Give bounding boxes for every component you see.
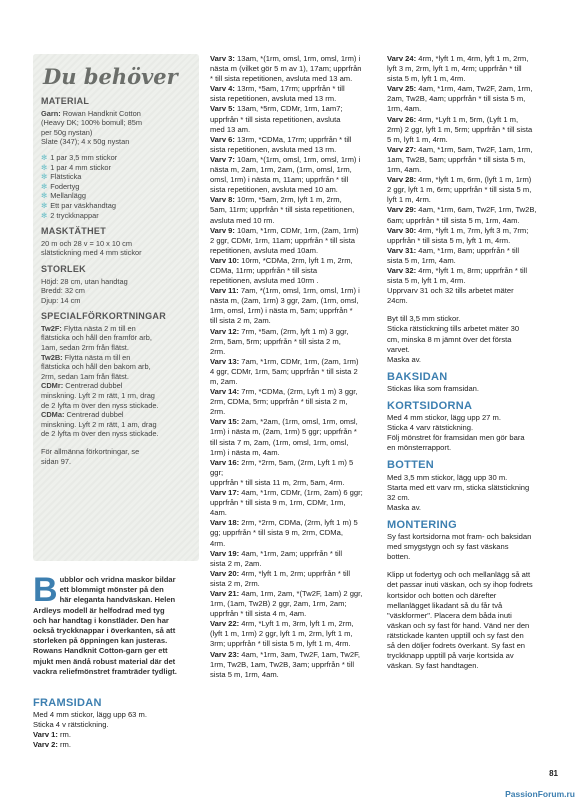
montering-line: med smygstygn och sy fast väskans <box>387 542 509 552</box>
pattern-row <box>210 518 376 548</box>
pattern-row <box>387 54 553 84</box>
pattern-row-line: Varv 4: 13rm, *5am, 17rm; upprfrån * till <box>210 84 345 94</box>
row-label: Varv 21: <box>210 588 240 598</box>
abbr-line: Tw2B: Flytta nästa m till en <box>41 352 131 362</box>
abbr-line: CDMr: Centrerad dubbel <box>41 381 123 391</box>
montering-line: kortsidor och botten och därefter <box>387 590 497 600</box>
abbr-line: flätsticka och håll den bakom arb, <box>41 362 151 372</box>
intro-paragraph <box>33 571 199 677</box>
gauge-line: slätstickning med 4 mm stickor <box>41 248 142 258</box>
pattern-row-line: Varv 11: 7am, *(1rm, omsl, 1rm, omsl, 1rm) i <box>210 286 360 296</box>
pattern-row-line: 1rm, (1am, Tw2B) 2 ggr, 2am, 1rm, 2am; <box>210 599 347 609</box>
pattern-row-line: till sista 7 m, 2am, (1rm, omsl, 1rm, omsl, <box>210 437 349 447</box>
pattern-row-line: sista 5 m, 1rm, 4am. <box>210 669 279 679</box>
pattern-row-line: sista repetitionen, avsluta med 13 rm. <box>210 144 337 154</box>
pattern-column-2 <box>210 54 376 680</box>
row-label: Varv 30: <box>387 225 417 235</box>
montering-line: det passar inuti väskan, och sy ihop fodrets <box>387 580 533 590</box>
pattern-row-line: upprfrån * till sista repetitionen, avsluta <box>210 114 341 124</box>
kortsidorna-line: Sticka 4 varv rätstickning. <box>387 423 474 433</box>
pattern-row-line: 2rm. <box>210 346 226 356</box>
row-label: Varv 3: <box>210 54 235 63</box>
pattern-row <box>210 357 376 387</box>
montering-lines-2 <box>387 570 553 671</box>
intro-line: och har handtag i konstläder. Den har <box>33 615 169 625</box>
pattern-row-line: 2rm, 5am, 5rm; upprfrån * till sista 2 m, <box>210 336 341 346</box>
size-heading: STORLEK <box>41 263 86 274</box>
abbr-line: minskning. Lyft 2 m rätt, 1 am, drag <box>41 419 157 429</box>
pattern-row-line: upprfrån * till sista 5 m, lyft 1 m, 4rm. <box>387 235 511 245</box>
pattern-row-line: Varv 3: 13am, *(1rm, omsl, 1rm, omsl, 1rm) i <box>210 54 361 63</box>
pattern-row-line: sista 5 m, lyft 1 m, 4rm. <box>387 74 466 84</box>
pattern-row <box>387 115 553 145</box>
row-label: Varv 19: <box>210 548 240 558</box>
size-line: Djup: 14 cm <box>41 295 81 305</box>
pattern-row <box>210 104 376 134</box>
pattern-row-line: Varv 15: 2am, *2am, (1rm, omsl, 1rm, omsl, <box>210 417 358 427</box>
abbr-term: Tw2F: <box>41 323 62 333</box>
pattern-row-line: sista 2 m, 2rm. <box>210 578 260 588</box>
montering-line: "väskformer". Placera dem båda inuti <box>387 610 512 620</box>
watermark: PassionForum.ru <box>505 789 575 799</box>
montering-lines-1 <box>387 532 553 562</box>
montering-line: så den döljer fodrets överkant. Sy fast en <box>387 640 526 650</box>
pattern-row-line: 1rm, 4am. <box>387 165 422 175</box>
pattern-row-line: 2am, Tw2B, 4am; upprfrån * till sista 5 m, <box>387 94 526 104</box>
pattern-row-line: 1rm) i nästa m, 4am. <box>210 447 280 457</box>
pattern-row-line: 1am, Tw2B, 5am; upprfrån * till sista 5 m, <box>387 154 526 164</box>
botten-heading: BOTTEN <box>387 459 435 472</box>
pattern-row-line: 2rm, CDMa, 5rm; upprfrån * till sista 2 m, <box>210 397 348 407</box>
pattern-row <box>210 488 376 518</box>
row-label: Varv 31: <box>387 245 417 255</box>
pattern-row <box>210 84 376 104</box>
pattern-row-line: upprfrån * till sista 11 m, 2rm, 5am, 4rm. <box>210 477 345 487</box>
pattern-row-line: Varv 17: 4am, *1rm, CDMr, (1rm, 2am) 6 ggr; <box>210 488 363 498</box>
gauge-line: 20 m och 28 v = 10 x 10 cm <box>41 238 132 248</box>
abbr-line: 2rm, sedan 1am från flätst. <box>41 371 129 381</box>
page-number: 81 <box>549 769 558 778</box>
pattern-row-line: Varv 26: 4rm, *Lyft 1 m, 5rm, (Lyft 1 m, <box>387 114 519 124</box>
bullet-icon: ✻ <box>41 181 48 191</box>
montering-line: botten. <box>387 552 411 562</box>
row-label: Varv 9: <box>210 225 235 235</box>
pattern-row <box>210 256 376 286</box>
pattern-row-line: 1rm, Tw2B, 1am, Tw2B, 3am; upprfrån * till <box>210 659 355 669</box>
pattern-row-line: * till sista repetitionen, avsluta med 13 am. <box>210 74 353 84</box>
pattern-row <box>210 417 376 457</box>
row-label: Varv 7: <box>210 154 235 164</box>
botten-line: Maska av. <box>387 502 422 512</box>
finishing-line: Sticka rätstickning tills arbetet mäter 30 <box>387 324 520 334</box>
intro-line: Ardleys modell är helfodrad med tyg <box>33 605 165 615</box>
material-item: ✻ 2 tryckknappar <box>41 210 99 220</box>
pattern-row-line: 5am, 11rm; upprfrån * till sista repetitionen, <box>210 205 355 215</box>
abbreviations-list <box>41 324 193 439</box>
pattern-row-line: Varv 5: 13am, *5rm, CDMr, 1rm, 1am7; <box>210 104 343 114</box>
intro-line: Rowans Handknit Cotton-garn ger ett <box>33 646 168 656</box>
pattern-row <box>387 246 553 266</box>
material-item: ✻ Mellanlägg <box>41 191 86 201</box>
intro-line: ubblor och vridna maskor bildar <box>59 575 176 584</box>
row-label: Varv 17: <box>210 488 240 498</box>
material-item: ✻ 1 par 3,5 mm stickor <box>41 152 118 162</box>
framsidan-line: Med 4 mm stickor, lägg upp 63 m. <box>33 710 147 720</box>
size-lines <box>41 277 193 306</box>
note-line: För allmänna förkortningar, se <box>41 447 140 456</box>
pattern-row <box>210 54 376 84</box>
kortsidorna-line: en mönsterrapport. <box>387 443 452 453</box>
material-line: Slate (347); 4 x 50g nystan <box>41 137 130 147</box>
pattern-row-line: 2rm. <box>210 407 226 417</box>
pattern-row-line: gg; upprfrån * till sista 9 m, 2rm, CDMa, <box>210 528 343 538</box>
pattern-row-line: lyft 3 m, 2rm, lyft 1 m, 4rm; upprfrån * till <box>387 64 522 74</box>
pattern-row-line: 1rm, omsl, 1rm) i nästa m, 5am; upprfrån * <box>210 306 353 316</box>
pattern-row-line: 2 ggr, lyft 1 m, 6rm; upprfrån * till sista 5 m, <box>387 185 532 195</box>
pattern-row-line: lyft 1 m, 4rm. <box>387 195 431 205</box>
pattern-row <box>210 155 376 195</box>
bullet-icon: ✻ <box>41 200 48 210</box>
baksidan-lines <box>387 384 553 394</box>
pattern-row-line: 6am; upprfrån * till sista 5 m, 1rm, 4am. <box>387 215 520 225</box>
pattern-row <box>210 569 376 589</box>
pattern-row-line: Varv 8: 10rm, *5am, 2rm, lyft 1 m, 2rm, <box>210 195 342 205</box>
montering-line: tryckknapp upptill på varje kortsida av <box>387 651 514 661</box>
pattern-row <box>210 650 376 680</box>
kortsidorna-line: Med 4 mm stickor, lägg upp 27 m. <box>387 413 501 423</box>
intro-line: också tryckknappar i överkanten, så att <box>33 626 176 636</box>
pattern-row-line: avsluta med 10 rm. <box>210 215 275 225</box>
kortsidorna-line: Följ mönstret för framsidan men gör bara <box>387 433 525 443</box>
pattern-row-line: repetitionen, avsluta med 10am. <box>210 245 319 255</box>
baksidan-heading: BAKSIDAN <box>387 370 448 383</box>
montering-line: mellanlägget likadant så du får två <box>387 600 503 610</box>
pattern-row <box>210 589 376 619</box>
pattern-row-line: Varv 28: 4rm, *lyft 1 m, 6rm, (lyft 1 m, 1rm) <box>387 175 532 185</box>
pattern-row-line: Varv 13: 7am, *1rm, CDMr, 1rm, (2am, 1rm) <box>210 356 359 366</box>
row-label: Varv 32: <box>387 265 417 275</box>
pattern-row <box>210 458 376 488</box>
pattern-row <box>210 195 376 225</box>
bullet-icon: ✻ <box>41 172 48 182</box>
finishing-line: cm, minska 8 m jämnt över det första <box>387 334 512 344</box>
materials-panel <box>33 54 199 561</box>
pattern-row <box>210 327 376 357</box>
pattern-row-line: Varv 32: 4rm, *lyft 1 m, 8rm; upprfrån * till <box>387 265 528 275</box>
abbr-line: de 2 lyfta m över den nyss stickade. <box>41 400 159 410</box>
botten-line: Starta med ett varv rm, sticka slätstickning <box>387 482 530 492</box>
row-label: Varv 12: <box>210 326 240 336</box>
panel-title: Du behöver <box>43 64 178 89</box>
pattern-row-line: till sista 2 m, 2am. <box>210 316 271 326</box>
material-line: Garn: Rowan Handknit Cotton <box>41 108 141 118</box>
pattern-row-line: 5 m, lyft 1 m, 4rm. <box>387 134 448 144</box>
framsidan-heading: FRAMSIDAN <box>33 697 102 709</box>
framsidan-section <box>33 698 199 750</box>
botten-line: 32 cm. <box>387 492 410 502</box>
material-line: per 50g nystan) <box>41 127 93 137</box>
montering-line: Klipp ut fodertyg och och mellanlägg så att <box>387 570 531 580</box>
row-label: Varv 27: <box>387 144 417 154</box>
pattern-row <box>387 175 553 205</box>
intro-line: ett blommigt mönster på den <box>59 585 164 595</box>
row-label: Varv 18: <box>210 518 240 528</box>
pattern-row-line: Varv 7: 10am, *(1rm, omsl, 1rm, omsl, 1rm) i <box>210 154 361 164</box>
pattern-row-line: sista 5 m, lyft 1 m, 4rm. <box>387 276 466 286</box>
row-label: Varv 8: <box>210 195 235 205</box>
pattern-row-line: 4rm. <box>210 538 226 548</box>
pattern-row-line: Varv 19: 4am, *1rm, 2am; upprfrån * till <box>210 548 343 558</box>
row-label: Varv 16: <box>210 457 240 467</box>
pattern-row-line: Varv 30: 4rm, *lyft 1 m, 7rm, lyft 3 m, 7rm; <box>387 225 529 235</box>
botten-lines <box>387 473 553 513</box>
material-item: ✻ Flätsticka <box>41 172 82 182</box>
pattern-row-line: Varv 23: 4am, *1rm, 3am, Tw2F, 1am, Tw2F, <box>210 649 360 659</box>
row-2 <box>33 740 199 750</box>
pattern-row <box>210 619 376 649</box>
row-label: Varv 23: <box>210 649 240 659</box>
pattern-row-line: Varv 25: 4am, *1rm, 4am, Tw2F, 2am, 1rm, <box>387 84 533 94</box>
pattern-row-line: 4am. <box>210 508 227 518</box>
row-label: Varv 28: <box>387 175 417 185</box>
row-text: rm. <box>57 740 71 750</box>
abbr-line: minskning. Lyft 2 m rätt, 1 rm, drag <box>41 391 155 401</box>
pattern-row <box>210 135 376 155</box>
pattern-row-line: repetitionen, avsluta med 10rm . <box>210 276 319 286</box>
row-label: Varv 29: <box>387 205 417 215</box>
pattern-row-line: 1rm) i nästa m, (2am, 1rm) 5 ggr; upprfrån * <box>210 427 357 437</box>
montering-line: rätstickade kanten upptill och sy fast den <box>387 630 524 640</box>
row-label: Varv 10: <box>210 255 240 265</box>
framsidan-lines <box>33 710 199 730</box>
baksidan-line: Stickas lika som framsidan. <box>387 383 479 393</box>
pattern-row-line: Varv 18: 2rm, *2rm, CDMa, (2rm, lyft 1 m) 5 <box>210 518 358 528</box>
intro-line: här eleganta handväskan. Helen <box>59 595 176 605</box>
intro-line: vackra reliefmönstret framträder tydligt. <box>33 666 177 676</box>
pattern-row-line: Varv 20: 4rm, *lyft 1 m, 2rm; upprfrån * till <box>210 568 351 578</box>
pattern-row-line: Varv 6: 13rm, *CDMa, 17rm; upprfrån * till <box>210 134 352 144</box>
pattern-row-line: Varv 12: 7rm, *5am, (2rm, lyft 1 m) 3 ggr, <box>210 326 349 336</box>
row-label: Varv 24: <box>387 54 417 63</box>
pattern-row-line: nästa m, 2am, 1rm, 2am, (1rm, omsl, 1rm, <box>210 165 352 175</box>
pattern-row-line: nästa m, (2am, 1rm) 3 ggr, 2am, (1rm, omsl, <box>210 296 359 306</box>
pattern-row-line: Varv 31: 4am, *1rm, 8am; upprfrån * till <box>387 245 520 255</box>
materials-list <box>41 153 193 220</box>
pattern-row <box>387 84 553 114</box>
pattern-row-line: med 13 am. <box>210 124 251 134</box>
pattern-row-line: upprfrån * till sista 4 m, 4am. <box>210 609 307 619</box>
row-label: Varv 13: <box>210 356 240 366</box>
pattern-row-line: 2 ggr, CDMr, 1rm, 11am; upprfrån * till sista <box>210 235 356 245</box>
pattern-row-line: nästa m (vilket gör 5 m av 1), 17am; upprfrån <box>210 64 362 74</box>
kortsidorna-lines <box>387 413 553 453</box>
material-lines <box>41 109 193 147</box>
pattern-row-line: sista repetitionen, avsluta med 10 am. <box>210 185 338 195</box>
row-label: Varv 2: <box>33 740 58 750</box>
row-label: Varv 15: <box>210 417 240 427</box>
pattern-row <box>210 286 376 326</box>
row-label: Varv 14: <box>210 387 240 397</box>
pattern-row-line: ggr; <box>210 467 224 477</box>
abbr-line: de 2 lyfta m över den nyss stickade. <box>41 429 159 439</box>
size-line: Höjd: 28 cm, utan handtag <box>41 276 128 286</box>
pattern-row-line: Varv 22: 4rm, *Lyft 1 m, 3rm, lyft 1 m, 2rm, <box>210 619 354 629</box>
bullet-icon: ✻ <box>41 210 48 220</box>
row-label: Varv 11: <box>210 286 239 296</box>
pattern-row-line: omsl, 1rm) i nästa m, 11am; upprfrån * till <box>210 175 349 185</box>
pattern-row-line: Varv 29: 4am, *1rm, 6am, Tw2F, 1rm, Tw2B, <box>387 205 537 215</box>
gauge-heading: MASKTÄTHET <box>41 226 106 237</box>
pattern-row-line: Varv 27: 4am, *1rm, 5am, Tw2F, 1am, 1rm, <box>387 144 533 154</box>
bullet-icon: ✻ <box>41 152 48 162</box>
pattern-row-line: m, 2am. <box>210 377 238 386</box>
row-label: Varv 1: <box>33 730 58 740</box>
pattern-row <box>210 226 376 256</box>
material-line: (Heavy DK; 100% bomull; 85m <box>41 118 143 128</box>
bullet-icon: ✻ <box>41 162 48 172</box>
pattern-row-line: Varv 16: 2rm, *2rm, 5am, (2rm, Lyft 1 m) 5 <box>210 457 354 467</box>
bullet-icon: ✻ <box>41 191 48 201</box>
row-label: Varv 20: <box>210 568 240 578</box>
finishing-line: Maska av. <box>387 354 422 364</box>
row-label: Varv 5: <box>210 104 235 114</box>
abbr-term: CDMa: <box>41 410 65 420</box>
pattern-row-line: 2rm) 2 ggr, lyft 1 m, 5rm; upprfrån * till sista <box>387 124 533 134</box>
row-1 <box>33 730 199 740</box>
botten-line: Med 3,5 mm stickor, lägg upp 30 m. <box>387 472 508 482</box>
pattern-row <box>387 226 553 246</box>
materials-panel-content <box>41 64 193 466</box>
material-heading: MATERIAL <box>41 96 90 106</box>
pattern-row-line: sista repetitionen, avsluta med 13 rm. <box>210 94 337 104</box>
intro-line: storleken på öppningen kan justeras. <box>33 636 168 646</box>
pattern-row <box>387 266 553 306</box>
intro-line: mjukt men ändå robust material där det <box>33 656 176 666</box>
montering-line: Sy fast kortsidorna mot fram- och baksidan <box>387 532 532 542</box>
pattern-row-line: CDMa, 11rm; upprfrån * till sista <box>210 265 318 275</box>
pattern-row-line: Varv 14: 7rm, *CDMa, (2rm, Lyft 1 m) 3 ggr, <box>210 387 358 397</box>
abbr-note <box>41 447 193 466</box>
pattern-row <box>387 145 553 175</box>
pattern-row-line: upprfrån * till sista 9 m, 1rm, CDMr, 1rm, <box>210 498 346 508</box>
pattern-row-line: Varv 10: 10rm, *CDMa, 2rm, lyft 1 m, 2rm, <box>210 255 353 265</box>
finishing-line: Byt till 3,5 mm stickor. <box>387 314 461 324</box>
abbr-line: 1am, sedan 2rm från flätst. <box>41 343 129 353</box>
framsidan-line: Sticka 4 v rätstickning. <box>33 720 109 730</box>
intro-lines <box>33 571 199 677</box>
kortsidorna-heading: KORTSIDORNA <box>387 400 473 412</box>
note-line: sidan 97. <box>41 456 71 466</box>
material-item: ✻ 1 par 4 mm stickor <box>41 162 111 172</box>
gauge-lines <box>41 239 193 258</box>
abbr-line: CDMa: Centrerad dubbel <box>41 410 124 420</box>
dropcap: B <box>33 571 58 609</box>
pattern-column-3 <box>387 54 553 671</box>
pattern-row-line: (lyft 1 m, 1rm) 2 ggr, lyft 1 m, 2rm, lyft 1 m, <box>210 629 353 639</box>
pattern-row-line: Varv 21: 4am, 1rm, 2am, *(Tw2F, 1am) 2 ggr, <box>210 588 363 598</box>
pattern-row-line: sista 2 m, 2am. <box>210 558 262 568</box>
row-label: Varv 4: <box>210 84 235 94</box>
material-label: Garn: <box>41 108 61 118</box>
pattern-row-line: Varv 24: 4rm, *lyft 1 m, 4rm, lyft 1 m, 2rm, <box>387 54 529 63</box>
abbr-line: flätsticka och håll den framför arb, <box>41 333 152 343</box>
abbr-heading: SPECIALFÖRKORTNINGAR <box>41 311 166 322</box>
pattern-row-line: 1rm, 4am. <box>387 104 422 114</box>
row-label: Varv 26: <box>387 114 417 124</box>
montering-line: väskan och sy fast för hand. Vänd ner den <box>387 620 530 630</box>
row-label: Varv 25: <box>387 84 417 94</box>
finishing-line: varvet. <box>387 344 410 354</box>
row-text: rm. <box>57 730 71 740</box>
montering-heading: MONTERING <box>387 518 457 531</box>
montering-line: väskan. Sy fast handtagen. <box>387 661 479 671</box>
pattern-row-line: sista 5 m, 1rm, 4am. <box>387 255 456 265</box>
pattern-row <box>210 387 376 417</box>
pattern-row-line: 4 ggr, CDMr, 1rm, 5am; upprfrån * till sista 2 <box>210 366 358 376</box>
abbr-term: Tw2B: <box>41 352 63 362</box>
finishing-lines <box>387 314 553 364</box>
material-item: ✻ Ett par väskhandtag <box>41 200 116 210</box>
pattern-row-line: Varv 9: 10am, *1rm, CDMr, 1rm, (2am, 1rm) <box>210 225 359 235</box>
pattern-row-line: 3rm; upprfrån * till sista 5 m, lyft 1 m, 4rm. <box>210 639 351 649</box>
pattern-row <box>387 205 553 225</box>
row-label: Varv 22: <box>210 619 240 629</box>
abbr-line: Tw2F: Flytta nästa 2 m till en <box>41 323 136 333</box>
pattern-row-line: 24cm. <box>387 296 408 306</box>
size-line: Bredd: 32 cm <box>41 286 85 296</box>
pattern-row-line: Upprvarv 31 och 32 tills arbetet mäter <box>387 286 514 296</box>
material-item: ✻ Fodertyg <box>41 181 80 191</box>
pattern-row <box>210 549 376 569</box>
abbr-term: CDMr: <box>41 381 64 391</box>
row-label: Varv 6: <box>210 134 235 144</box>
